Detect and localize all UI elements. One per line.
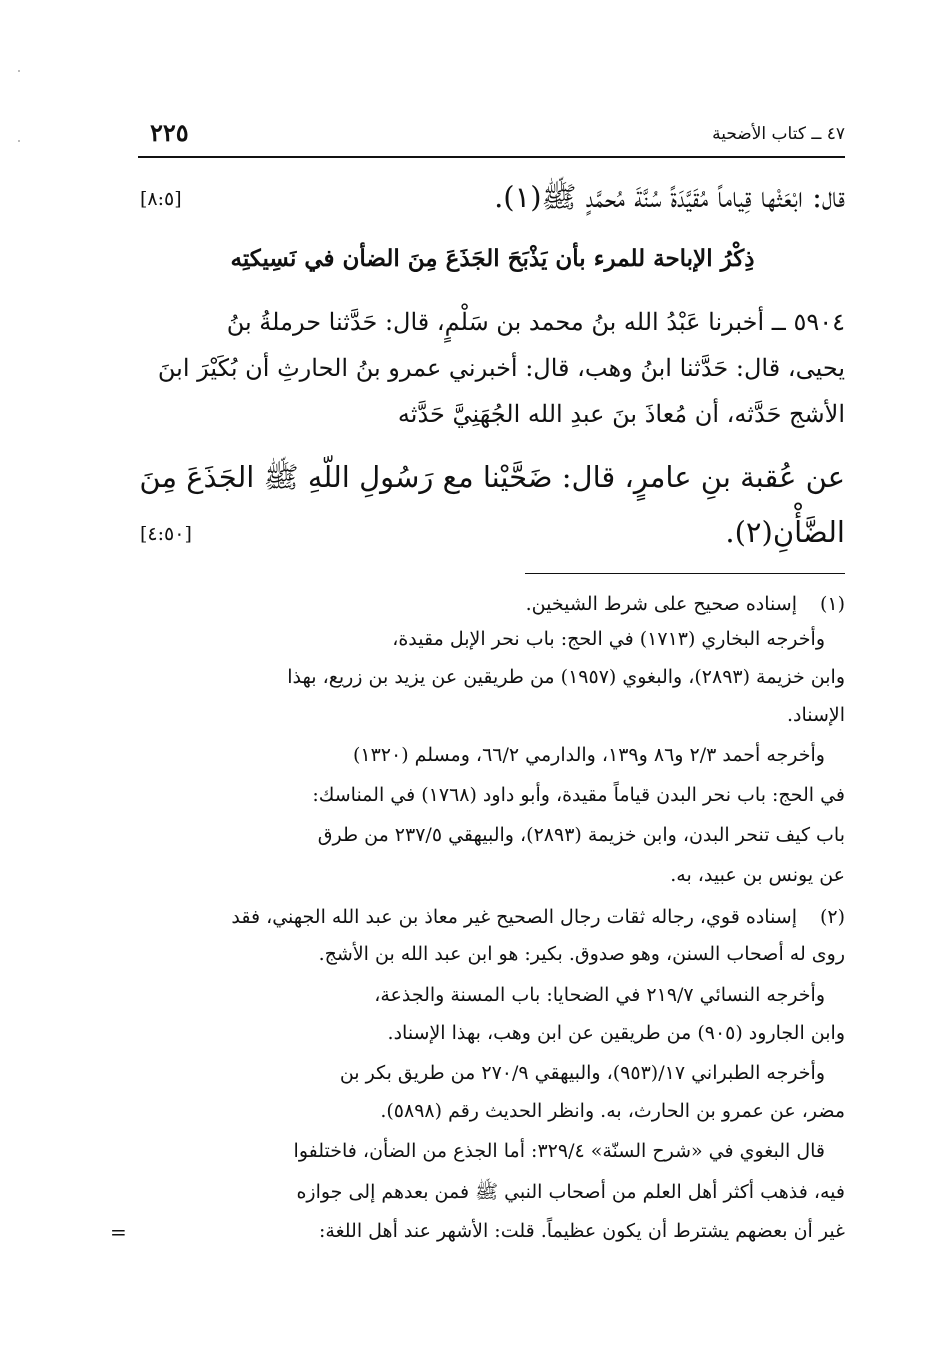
quote-reference: [٨:٥] xyxy=(140,188,182,210)
book-page: ٤٧ ــ كتاب الأضحية ٢٢٥ قال: ابْعَثْها قِياماً مُقَيَّدَةً سُنَّةَ مُحمَّدٍ ﷺ(١). [٨:٥] ذِكْرُ الإباحة للمرء بأن يَذْبَحَ الجَذَعَ مِنَ الضأن في نَسِيكتِه ٥٩٠٤ ــ أخبرنا عَبْدُ الله بنُ محمد بن سَلْمٍ، قال: حَدَّثنا حرملةُ بنُ يحيى، قال: حَدَّثنا ابنُ وهب، قال: أخبرني عمرو بنُ الحارثِ أن بُكَيْرَ ابنَ الأشج حَدَّثه، أن مُعاذَ بنَ عبدِ الله الجُهَنِيَّ حَدَّثه عن عُقبة بنِ عامرٍ، قال: ضَحَّيْنا مع رَسُولِ اللّهِ ﷺ الجَذَعَ مِنَ الضَّأْنِ(٢). [٤:٥٠] (١) إسناده صحيح على شرط الشيخين. وأخرجه البخاري (١٧١٣) في الحج: باب نحر الإبل مقيدة، وابن خزيمة (٢٨٩٣)، والبغوي (١٩٥٧) من طريقين عن يزيد بن زريع، بهذا الإسناد. وأخرجه أحمد ٢/٣ و٨٦ و١٣٩، والدارمي ٦٦/٢، ومسلم (١٣٢٠) في الحج: باب نحر البدن قياماً مقيدة، وأبو داود (١٧٦٨) في المناسك: باب كيف تنحر البدن، وابن خزيمة (٢٨٩٣)، والبيهقي ٢٣٧/٥ من طرق عن يونس بن عبيد، به. (٢) إسناده قوي، رجاله ثقات رجال الصحيح غير معاذ بن عبد الله الجهني، فقد روى له أصحاب السنن، وهو صدوق. بكير: هو ابن عبد الله بن الأشج. وأخرجه النسائي ٢١٩/٧ في الضحايا: باب المسنة والجذعة، وابن الجارود (٩٠٥) من طريقين عن ابن وهب، بهذا الإسناد. وأخرجه الطبراني ١٧/(٩٥٣)، والبيهقي ٢٧٠/٩ من طريق بكر بن مضر، عن عمرو بن الحارث، به. وانظر الحديث رقم (٥٨٩٨). قال البغوي في «شرح السنّة» ٣٢٩/٤: أما الجذع من الضأن، فاختلفوا فيه، فذهب أكثر أهل العلم من أصحاب النبي ﷺ فمن بعدهم إلى جوازه غير أن بعضهم يشترط أن يكون عظيماً. قلت: الأشهر عند أهل اللغة: = xyxy=(0,0,945,1369)
continuation-mark: = xyxy=(110,1220,127,1244)
scan-speck xyxy=(18,140,20,142)
matn-reference: [٤:٥٠] xyxy=(140,523,192,545)
scan-speck xyxy=(18,70,20,72)
quote-text: قال: ابْعَثْها قِياماً مُقَيَّدَةً سُنَّةَ مُحمَّدٍ ﷺ(١). xyxy=(494,180,845,214)
page-number: ٢٢٥ xyxy=(150,118,189,147)
footnote-rule xyxy=(525,573,845,574)
quote-line xyxy=(140,180,845,220)
running-title: ٤٧ ــ كتاب الأضحية xyxy=(712,124,845,144)
matn-line: الضَّأْنِ(٢). [٤:٥٠] xyxy=(140,515,845,549)
page-header xyxy=(140,118,845,150)
chapter-heading: ذِكْرُ الإباحة للمرء بأن يَذْبَحَ الجَذَعَ مِنَ الضأن في نَسِيكتِه xyxy=(230,245,755,272)
footnote-2-number: (٢) xyxy=(819,906,845,928)
header-rule xyxy=(138,156,845,158)
footnote-1-number: (١) xyxy=(819,593,845,615)
